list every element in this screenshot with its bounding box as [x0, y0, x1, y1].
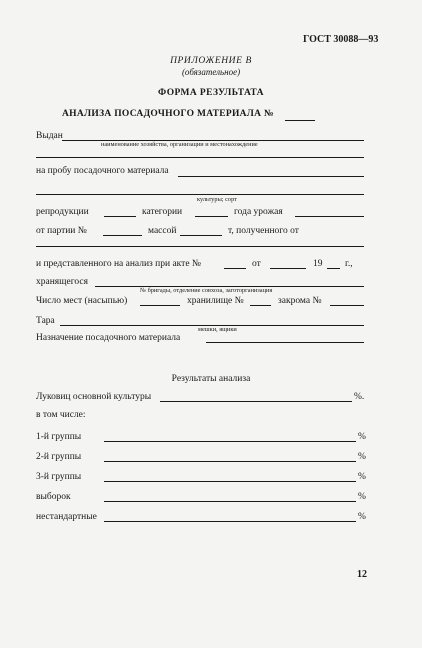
selections-field[interactable]: [104, 501, 356, 502]
nonstandard-percent: %: [358, 512, 366, 522]
selections-percent: %: [358, 492, 366, 502]
batch-label: от партии №: [36, 226, 87, 236]
group2-percent: %: [358, 452, 366, 462]
category-field[interactable]: [195, 216, 228, 217]
group3-field[interactable]: [104, 481, 356, 482]
category-label: категории: [142, 207, 183, 217]
bin-label: закрома №: [278, 296, 322, 306]
results-title: Результаты анализа: [171, 374, 251, 384]
form-title: ФОРМА РЕЗУЛЬТАТА: [158, 88, 264, 98]
act-label: и представленного на анализ при акте №: [36, 259, 201, 269]
storage-label: хранилище №: [187, 296, 244, 306]
group2-label: 2-й группы: [36, 452, 82, 462]
page-number: 12: [357, 569, 367, 580]
group1-percent: %: [358, 432, 366, 442]
culture-field[interactable]: [36, 194, 364, 195]
reproduction-field[interactable]: [104, 216, 136, 217]
act-date-field[interactable]: [270, 268, 306, 269]
group3-label: 3-й группы: [36, 472, 82, 482]
standard-number: ГОСТ 30088—93: [303, 34, 379, 45]
places-label: Число мест (насыпью): [36, 296, 128, 306]
group1-label: 1-й группы: [36, 432, 82, 442]
culture-hint: культуры; сорт: [197, 196, 237, 203]
received-from-label: т, полученного от: [228, 226, 299, 236]
nonstandard-field[interactable]: [104, 521, 356, 522]
mass-label: массой: [148, 226, 177, 236]
form-subtitle: АНАЛИЗА ПОСАДОЧНОГО МАТЕРИАЛА №: [62, 109, 274, 119]
act-year-field[interactable]: [327, 268, 340, 269]
form-number-line: [285, 120, 315, 121]
act-number-field[interactable]: [224, 268, 246, 269]
storage-field[interactable]: [250, 305, 271, 306]
purpose-field[interactable]: [206, 342, 364, 343]
sample-field[interactable]: [178, 176, 364, 177]
selections-label: выборок: [36, 492, 71, 502]
batch-field[interactable]: [103, 235, 142, 236]
nonstandard-label: нестандартные: [36, 512, 97, 522]
sample-label: на пробу посадочного материала: [36, 166, 169, 176]
act-date-label: от: [252, 259, 261, 269]
bin-field[interactable]: [330, 305, 364, 306]
issued-label: Выдан: [36, 131, 63, 141]
issued-field-line2[interactable]: [36, 157, 364, 158]
group1-field[interactable]: [104, 441, 356, 442]
main-culture-percent: %.: [354, 392, 365, 402]
mass-field[interactable]: [180, 235, 222, 236]
container-hint: мешки, ящики: [198, 326, 237, 333]
main-culture-field[interactable]: [160, 401, 352, 402]
container-label: Тара: [36, 316, 55, 326]
group2-field[interactable]: [104, 461, 356, 462]
year-prefix: 19: [313, 259, 323, 269]
year-suffix: г.,: [345, 259, 353, 269]
appendix-title: ПРИЛОЖЕНИЕ В: [170, 56, 252, 66]
harvest-year-label: года урожая: [234, 207, 283, 217]
reproduction-label: репродукции: [36, 207, 89, 217]
group3-percent: %: [358, 472, 366, 482]
stored-hint: № бригады, отделение совхоза, заготорганизация: [140, 287, 273, 294]
main-culture-label: Луковиц основной культуры: [36, 392, 152, 402]
places-field[interactable]: [140, 305, 180, 306]
purpose-label: Назначение посадочного материала: [36, 333, 181, 343]
harvest-year-field[interactable]: [295, 216, 364, 217]
appendix-status: (обязательное): [181, 67, 241, 77]
issued-hint: наименование хозяйства, организации и местонахождение: [101, 141, 258, 148]
stored-label: хранящегося: [36, 277, 88, 287]
received-from-field[interactable]: [36, 246, 364, 247]
including-label: в том числе:: [36, 410, 86, 420]
